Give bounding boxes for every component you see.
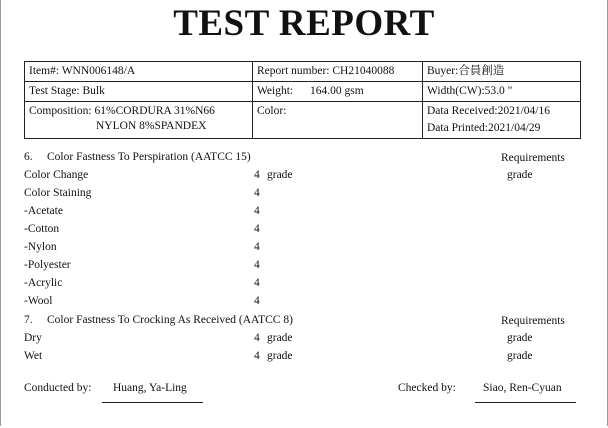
s7-row-requirement: grade bbox=[507, 332, 533, 344]
s6-row-label: -Nylon bbox=[24, 241, 57, 253]
composition-cell bbox=[25, 102, 253, 139]
weight-label: Weight: bbox=[257, 85, 294, 97]
buyer-cell bbox=[423, 62, 581, 82]
s6-row-value: 4 bbox=[254, 259, 260, 271]
date-printed-value: 2021/04/29 bbox=[488, 122, 541, 134]
s7-row-label: Wet bbox=[24, 350, 43, 362]
s6-row-label: -Cotton bbox=[24, 223, 60, 235]
s6-row-label: -Acrylic bbox=[24, 277, 63, 289]
s6-row-requirement: grade bbox=[507, 169, 533, 181]
buyer-label: Buyer: bbox=[427, 65, 459, 77]
date-printed-label: Data Printed: bbox=[427, 122, 488, 134]
info-row-1 bbox=[25, 62, 581, 82]
test-stage-cell bbox=[25, 82, 253, 102]
section6-title: Color Fastness To Perspiration (AATCC 15) bbox=[47, 151, 251, 163]
s6-row-value: 4 bbox=[254, 205, 260, 217]
s6-row-value: 4 bbox=[254, 187, 260, 199]
conducted-by-signature-line bbox=[102, 402, 203, 403]
s7-row-value: 4 bbox=[254, 332, 260, 344]
s7-row-requirement: grade bbox=[507, 350, 533, 362]
s6-row-label: -Polyester bbox=[24, 259, 71, 271]
item-cell bbox=[25, 62, 253, 82]
date-received bbox=[427, 104, 576, 119]
dates-cell bbox=[423, 102, 581, 139]
composition-line2: NYLON 8%SPANDEX bbox=[96, 120, 207, 132]
s6-row-value: 4 bbox=[254, 277, 260, 289]
composition-line1: 61%CORDURA 31%N66 bbox=[94, 105, 215, 117]
date-received-label: Data Received: bbox=[427, 105, 498, 117]
section7-number: 7. bbox=[24, 314, 33, 326]
item-label: Item#: bbox=[29, 65, 60, 77]
info-row-2 bbox=[25, 82, 581, 102]
color-label: Color: bbox=[257, 105, 287, 117]
s7-row-unit: grade bbox=[267, 350, 293, 362]
buyer-value: 合員創造 bbox=[458, 65, 505, 77]
test-stage-value: Bulk bbox=[82, 85, 105, 97]
s7-row-label: Dry bbox=[24, 332, 42, 344]
s6-row-value: 4 bbox=[254, 295, 260, 307]
s6-row-unit: grade bbox=[267, 169, 293, 181]
checked-by-label: Checked by: bbox=[398, 382, 456, 394]
report-number-label: Report number: bbox=[257, 65, 330, 77]
checked-by-signature-line bbox=[475, 402, 576, 403]
s6-row-label: -Wool bbox=[24, 295, 53, 307]
report-number-value: CH21040088 bbox=[332, 65, 395, 77]
s6-row-value: 4 bbox=[254, 241, 260, 253]
date-received-value: 2021/04/16 bbox=[497, 105, 550, 117]
width-label: Width(CW): bbox=[427, 85, 485, 97]
section6-requirements-header: Requirements bbox=[501, 152, 565, 164]
width-value: 53.0 " bbox=[484, 85, 513, 97]
width-cell bbox=[423, 82, 581, 102]
item-value: WNN006148/A bbox=[61, 65, 136, 77]
section7-title: Color Fastness To Crocking As Received (AATCC 8) bbox=[47, 314, 293, 326]
s6-row-label: Color Staining bbox=[24, 187, 92, 199]
weight-cell bbox=[253, 82, 423, 102]
report-number-cell bbox=[253, 62, 423, 82]
date-printed bbox=[427, 121, 576, 136]
color-cell bbox=[253, 102, 423, 139]
section7-requirements-header: Requirements bbox=[501, 315, 565, 327]
section6-number: 6. bbox=[24, 151, 33, 163]
test-stage-label: Test Stage: bbox=[29, 85, 80, 97]
weight-value: 164.00 gsm bbox=[310, 85, 364, 97]
checked-by-name: Siao, Ren-Cyuan bbox=[483, 382, 562, 394]
conducted-by-name: Huang, Ya-Ling bbox=[113, 382, 187, 394]
s6-row-label: -Acetate bbox=[24, 205, 63, 217]
composition-label: Composition: bbox=[29, 105, 92, 117]
s6-row-value: 4 bbox=[254, 169, 260, 181]
s7-row-value: 4 bbox=[254, 350, 260, 362]
s6-row-label: Color Change bbox=[24, 169, 89, 181]
conducted-by-label: Conducted by: bbox=[24, 382, 92, 394]
info-row-3 bbox=[25, 102, 581, 139]
report-title: TEST REPORT bbox=[173, 3, 435, 44]
s7-row-unit: grade bbox=[267, 332, 293, 344]
info-table bbox=[24, 61, 581, 139]
s6-row-value: 4 bbox=[254, 223, 260, 235]
